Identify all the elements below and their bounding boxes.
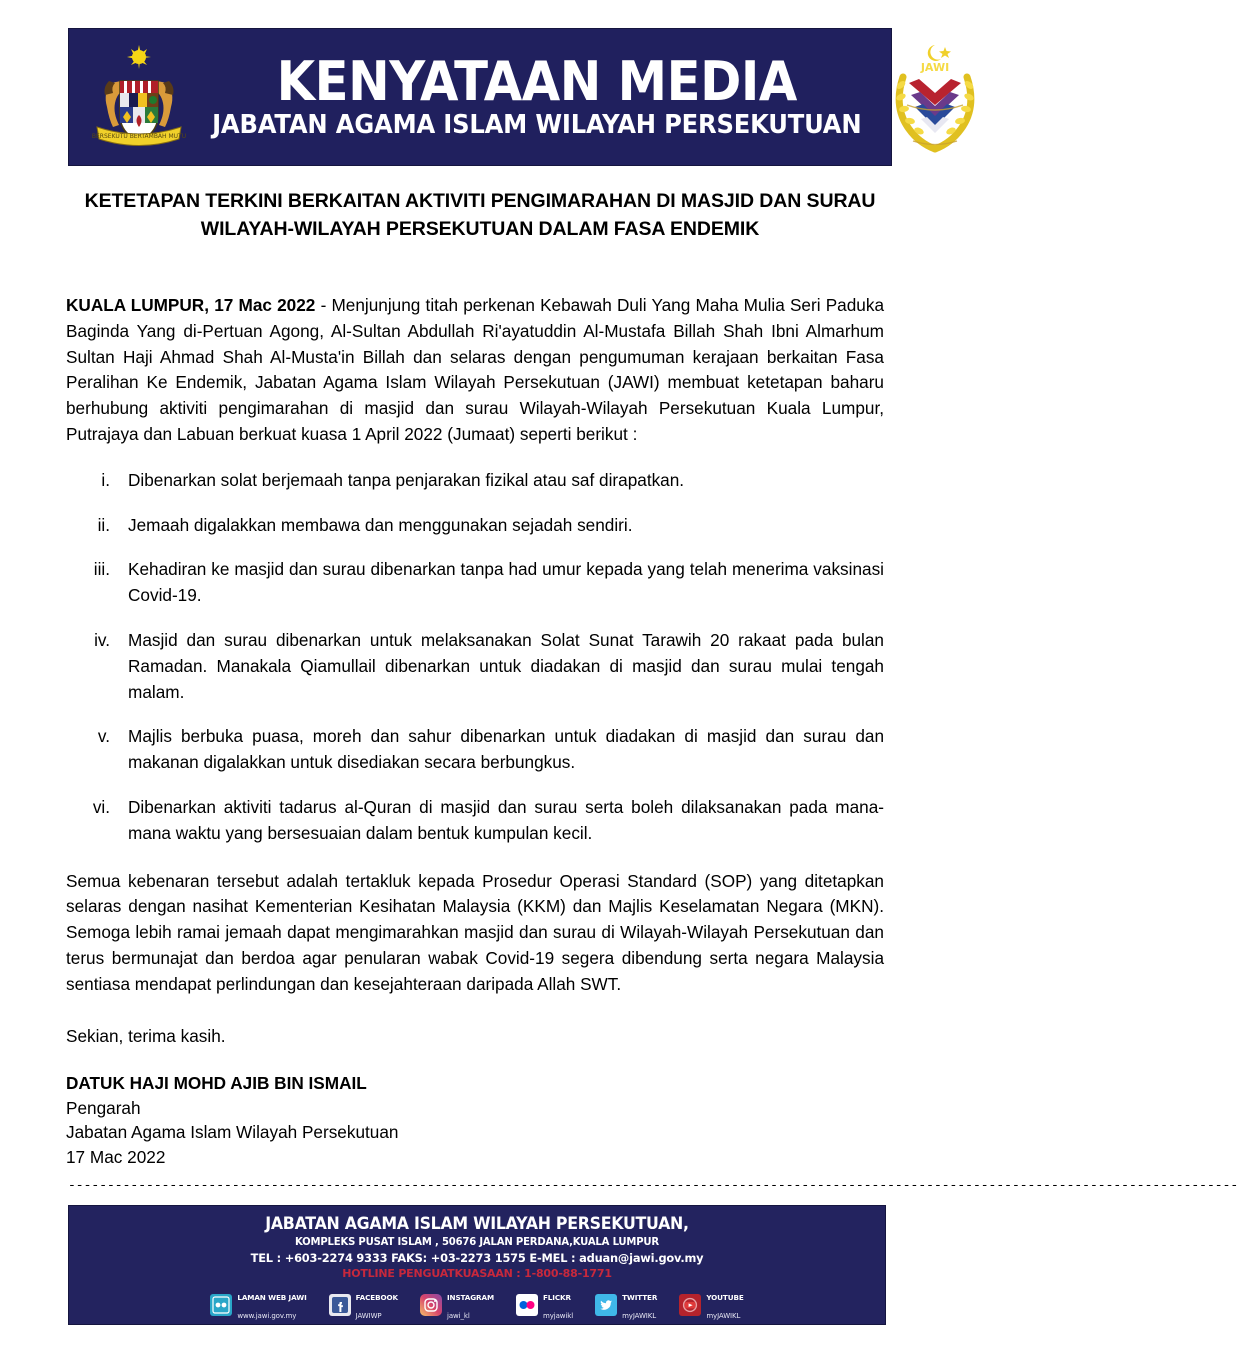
twitter-icon [595,1294,617,1316]
social-label: FLICKR [543,1293,571,1302]
list-item [66,468,884,494]
list-item [66,724,884,776]
document-title: KETETAPAN TERKINI BERKAITAN AKTIVITI PENGIMARAHAN DI MASJID DAN SURAU WILAYAH-WILAYAH PERSEKUTUAN DALAM FASA ENDEMIK [84,190,876,240]
social-handle: myjawikl [543,1311,574,1320]
footer-banner [68,1205,886,1325]
list-item-marker: vi. [92,796,110,817]
opening-paragraph-text: - Menjunjung titah perkenan Kebawah Duli Yang Maha Mulia Seri Paduka Baginda Yang di-Pertuan Agong, Al-Sultan Abdullah Ri'ayatuddin Al-Mustafa Billah Shah Ibni Almarhum Sultan Haji Ahmad Shah Al-Musta'in Billah dan selaras dengan pengumuman kerajaan berkaitan Fasa Peralihan Ke Endemik, Jabatan Agama Islam Wilayah Persekutuan (JAWI) membuat ketetapan baharu berhubung aktiviti pengimarahan di masjid dan surau Wilayah-Wilayah Persekutuan Kuala Lumpur, Putrajaya dan Labuan berkuat kuasa 1 April 2022 (Jumaat) seperti berikut : [66,295,885,444]
social-link-youtube[interactable] [679,1287,743,1323]
signatory-name: DATUK HAJI MOHD AJIB BIN ISMAIL [66,1073,367,1094]
list-item [66,795,884,847]
ketetapan-list [66,468,884,847]
list-item-marker: v. [97,726,110,747]
signatory-organisation: Jabatan Agama Islam Wilayah Persekutuan [66,1122,399,1143]
youtube-icon [679,1294,701,1316]
signatory-date: 17 Mac 2022 [66,1146,166,1167]
footer-address: KOMPLEKS PUSAT ISLAM , 50676 JALAN PERDANA,KUALA LUMPUR [295,1236,659,1248]
list-item-marker: iv. [94,629,110,650]
list-item-text: Dibenarkan aktiviti tadarus al-Quran di masjid dan surau serta boleh dilaksanakan pada mana-mana waktu yang bersesuaian dalam bentuk kumpulan kecil. [128,796,884,843]
list-item-text: Jemaah digalakkan membawa dan menggunakan sejadah sendiri. [128,514,633,535]
svg-text:BERSEKUTU BERTAMBAH MUTU: BERSEKUTU BERTAMBAH MUTU [91,133,187,140]
flickr-icon [516,1294,538,1316]
social-handle: myJAWIKL [622,1311,657,1320]
instagram-icon [420,1294,442,1316]
malaysia-coat-of-arms-icon [87,41,191,153]
dateline: KUALA LUMPUR, 17 Mac 2022 [66,295,316,315]
separator-rule: ------------------------------------------------------------------------------------------------------------------------------------------------------ [68,1178,1238,1193]
social-link-twitter[interactable] [595,1287,657,1323]
page-subtitle: JABATAN AGAMA ISLAM WILAYAH PERSEKUTUAN [212,110,862,141]
social-label: LAMAN WEB JAWI [237,1293,307,1302]
svg-text:JAWI: JAWI [920,61,949,74]
page-title: KENYATAAN MEDIA [276,50,797,114]
social-label: TWITTER [622,1293,658,1302]
social-label: YOUTUBE [706,1293,744,1302]
opening-paragraph [66,293,884,448]
jawi-logo-icon [883,41,987,153]
social-link-instagram[interactable] [420,1287,494,1323]
list-item-marker: iii. [93,559,110,580]
social-handle: myJAWIKL [706,1311,741,1320]
list-item-marker: i. [101,469,110,490]
list-item-text: Dibenarkan solat berjemaah tanpa penjarakan fizikal atau saf dirapatkan. [128,469,685,490]
list-item [66,628,884,705]
list-item [66,557,884,609]
footer-contact: TEL : +603-2274 9333 FAKS: +03-2273 1575 E-MEL : aduan@jawi.gov.my [250,1251,704,1265]
closing-paragraph: Semua kebenaran tersebut adalah tertakluk kepada Prosedur Operasi Standard (SOP) yang ditetapkan selaras dengan nasihat Kementerian Kesihatan Malaysia (KKM) dan Majlis Keselamatan Negara (MKN). Semoga lebih ramai jemaah dapat mengimarahkan masjid dan surau di Wilayah-Wilayah Persekutuan dan terus bermunajat dan berdoa agar penularan wabak Covid-19 segera dibendung serta negara Malaysia sentiasa mendapat perlindungan dan kesejahteraan daripada Allah SWT. [66,870,884,994]
social-link-flickr[interactable] [516,1287,573,1323]
social-link-website[interactable] [210,1287,306,1323]
social-handle: jawi_kl [446,1311,470,1320]
footer-organisation: JABATAN AGAMA ISLAM WILAYAH PERSEKUTUAN, [265,1214,689,1234]
social-link-facebook[interactable] [329,1287,398,1323]
sign-off-text: Sekian, terima kasih. [66,1025,226,1046]
social-label: INSTAGRAM [446,1293,494,1302]
social-handle: www.jawi.gov.my [237,1311,297,1320]
social-label: FACEBOOK [355,1293,398,1302]
list-item-marker: ii. [97,514,110,535]
document-body [66,293,884,1169]
website-icon [210,1294,232,1316]
signatory-position: Pengarah [66,1097,141,1118]
header-title-block [191,50,883,141]
social-handle: JAWIWP [355,1311,382,1320]
list-item [66,513,884,539]
footer-hotline: HOTLINE PENGUATKUASAAN : 1-800-88-1771 [342,1267,612,1280]
list-item-text: Masjid dan surau dibenarkan untuk melaksanakan Solat Sunat Tarawih 20 rakaat pada bulan Ramadan. Manakala Qiamullail dibenarkan untuk diadakan di masjid dan surau mulai tengah malam. [128,629,884,702]
facebook-icon [329,1294,351,1316]
signature-block [66,1071,884,1169]
header-banner [68,28,949,166]
social-links-row [69,1287,885,1323]
list-item-text: Majlis berbuka puasa, moreh dan sahur dibenarkan untuk diadakan di masjid dan surau dan makanan digalakkan untuk disediakan secara berbungkus. [128,726,884,773]
list-item-text: Kehadiran ke masjid dan surau dibenarkan tanpa had umur kepada yang telah menerima vaksinasi Covid-19. [128,559,884,606]
